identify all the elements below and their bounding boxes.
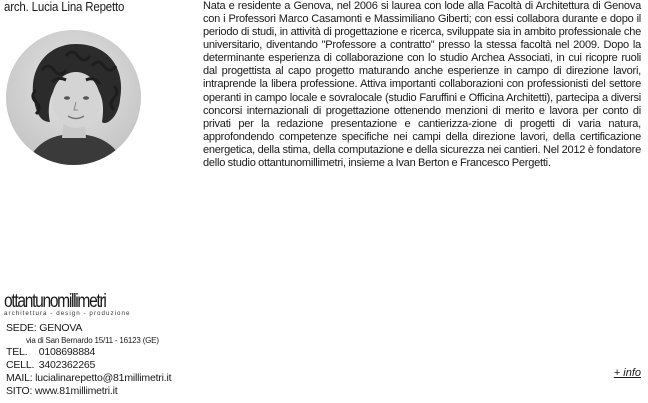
studio-logo	[4, 292, 164, 317]
mail-label: MAIL:	[6, 372, 33, 384]
contact-row-cell	[6, 359, 171, 372]
contact-row-mail	[6, 372, 171, 385]
logo-wordmark: ottantunomillimetri	[4, 291, 106, 312]
tel-value: 0108698884	[38, 346, 96, 358]
logo-tagline: architettura - design - produzione	[4, 310, 131, 317]
address-line: via di San Bernardo 15/11 - 16123 (GE)	[26, 336, 159, 345]
author-name: arch. Lucia Lina Repetto	[4, 0, 125, 14]
cell-label: CELL.	[6, 359, 35, 371]
contact-row-site	[6, 385, 171, 398]
portrait-icon	[6, 30, 141, 165]
more-info-link[interactable]: + info	[613, 367, 641, 379]
bio-paragraph: Nata e residente a Genova, nel 2006 si laurea con lode alla Facoltà di Architettura di Genova con i Professori Marco Casamonti e Massimiliano Giberti; con essi collabora durante e dopo il periodo di studi, in attività di progettazione e ricerca, sviluppate sia in ambito professionale che universitario, diventando "Professore a contratto" presso la stessa facoltà nel 2009. Dopo la determinante esperienza di collaborazione con lo studio Archea Associati, in cui ricopre ruoli dal progettista al capo progetto maturando anche esperienze in campo di direzione lavori, intraprende la libera professione. Attiva importanti collaborazioni con professionisti del settore operanti in campo locale e sovralocale (studio Faruffini e Officina Architetti), partecipa a diversi concorsi internazionali di progettazione ottenendo menzioni di merito e lavora per conto di privati per la redazione presentazione e cantierizza-zione di progetti di varia natura, approfondendo competenze specifiche nei campi della direzione lavori, della certificazione energetica, della stima, della computazione e della sicurezza nei cantieri. Nel 2012 è fondatore dello studio ottantunomillimetri, insieme a Ivan Berton e Francesco Pergetti.	[203, 0, 641, 169]
cell-value: 3402362265	[38, 359, 96, 371]
portrait-photo	[6, 30, 141, 165]
site-label: SITO:	[6, 385, 33, 397]
biography-text	[203, 0, 641, 170]
contact-row-tel	[6, 346, 171, 359]
contact-row-sede	[6, 322, 171, 335]
sede-value: GENOVA	[39, 322, 83, 334]
mail-link[interactable]: lucialinarepetto@81millimetri.it	[35, 372, 172, 384]
sede-label: SEDE:	[6, 322, 37, 334]
contact-block	[6, 322, 171, 398]
site-link[interactable]: www.81millimetri.it	[34, 385, 118, 397]
tel-label: TEL.	[6, 346, 28, 358]
